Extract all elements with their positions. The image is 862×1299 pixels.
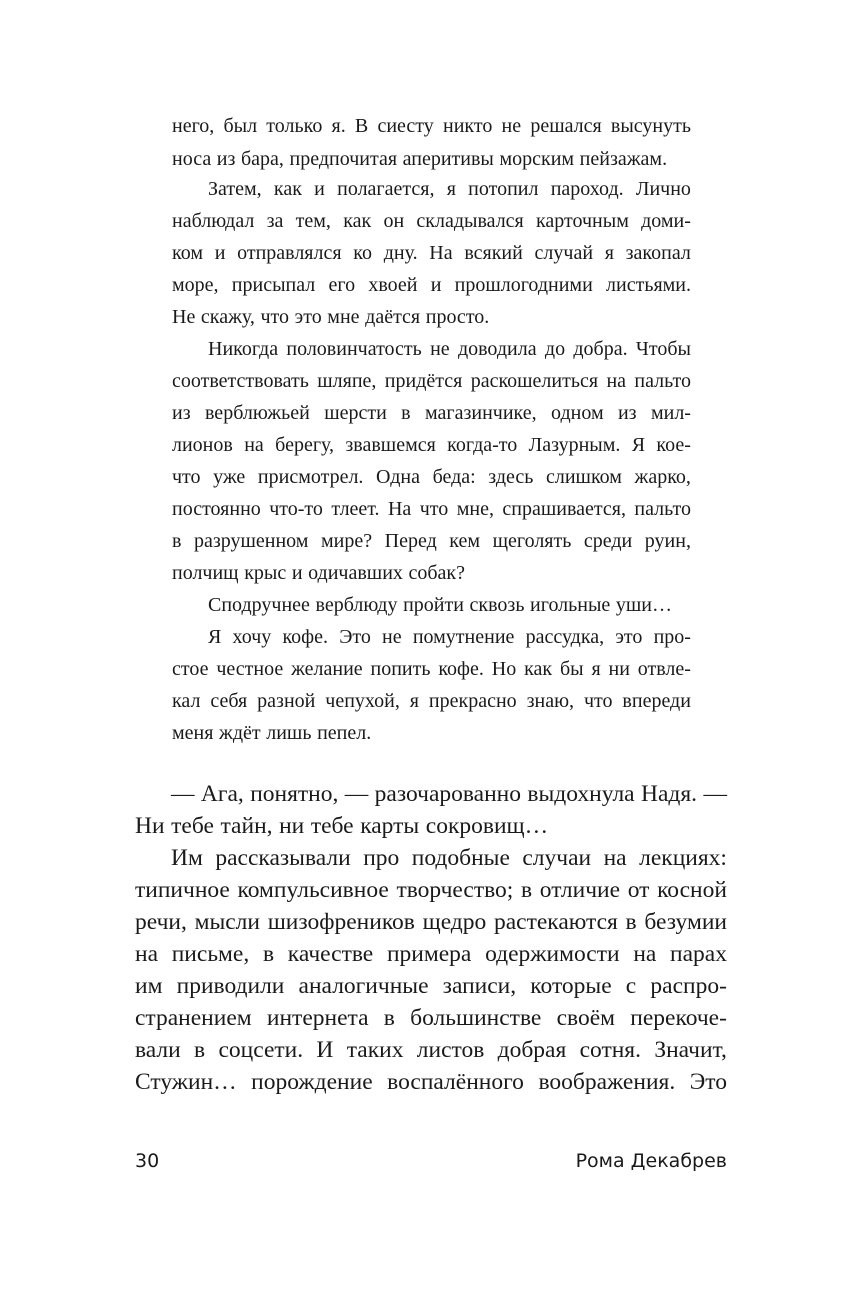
- body-line: — Ага, понятно, — разочарованно выдохнула Надя. —: [171, 781, 727, 807]
- excerpt-line: Я хочу кофе. Это не помутнение рассудка, это про-: [208, 626, 691, 648]
- excerpt-line: полчищ крыс и одичавших собак?: [172, 562, 466, 584]
- body-line: Стужин… порождение воспалённого воображения. Это: [135, 1069, 727, 1095]
- excerpt-line: лионов на берегу, звавшемся когда-то Лазурным. Я кое-: [172, 434, 691, 456]
- body-line: речи, мысли шизофреников щедро растекаются в безумии: [135, 909, 727, 935]
- excerpt-line: соответствовать шляпе, придётся раскошелиться на пальто: [172, 370, 691, 392]
- page-number: 30: [135, 1150, 160, 1172]
- excerpt-line: меня ждёт лишь пепел.: [172, 722, 372, 744]
- excerpt-line: Сподручнее верблюду пройти сквозь игольные уши…: [208, 594, 672, 616]
- body-line: Ни тебе тайн, ни тебе карты сокровищ…: [135, 813, 549, 839]
- excerpt-line: носа из бара, предпочитая аперитивы морским пейзажам.: [172, 148, 668, 170]
- excerpt-line: из верблюжьей шерсти в магазинчике, одном из мил-: [172, 402, 691, 424]
- excerpt-line: кал себя разной чепухой, я прекрасно знаю, что впереди: [172, 690, 691, 712]
- body-line: им приводили аналогичные записи, которые с распро-: [135, 973, 727, 999]
- body-line: вали в соцсети. И таких листов добрая сотня. Значит,: [135, 1037, 727, 1063]
- excerpt-line: в разрушенном мире? Перед кем щеголять среди руин,: [172, 530, 691, 552]
- excerpt-line: море, присыпал его хвоей и прошлогодними листьями.: [172, 274, 691, 296]
- excerpt-line: что уже присмотрел. Одна беда: здесь слишком жарко,: [172, 466, 691, 488]
- excerpt-line: Не скажу, что это мне даётся просто.: [172, 306, 490, 328]
- excerpt-line: Затем, как и полагается, я потопил пароход. Лично: [208, 178, 691, 200]
- excerpt-line: ком и отправлялся ко дну. На всякий случай я закопал: [172, 242, 691, 264]
- body-line: странением интернета в большинстве своём перекоче-: [135, 1005, 727, 1031]
- excerpt-line: него, был только я. В сиесту никто не решался высунуть: [172, 115, 691, 137]
- excerpt-line: Никогда половинчатость не доводила до добра. Чтобы: [208, 338, 691, 360]
- body-line: типичное компульсивное творчество; в отличие от косной: [135, 877, 727, 903]
- excerpt-line: постоянно что-то тлеет. На что мне, спрашивается, пальто: [172, 498, 691, 520]
- author-name: Рома Декабрев: [575, 1150, 727, 1172]
- body-line: на письме, в качестве примера одержимости на парах: [135, 941, 727, 967]
- excerpt-line: наблюдал за тем, как он складывался карточным доми-: [172, 210, 691, 232]
- body-line: Им рассказывали про подобные случаи на лекциях:: [171, 845, 727, 871]
- excerpt-line: стое честное желание попить кофе. Но как бы я ни отвле-: [172, 658, 691, 680]
